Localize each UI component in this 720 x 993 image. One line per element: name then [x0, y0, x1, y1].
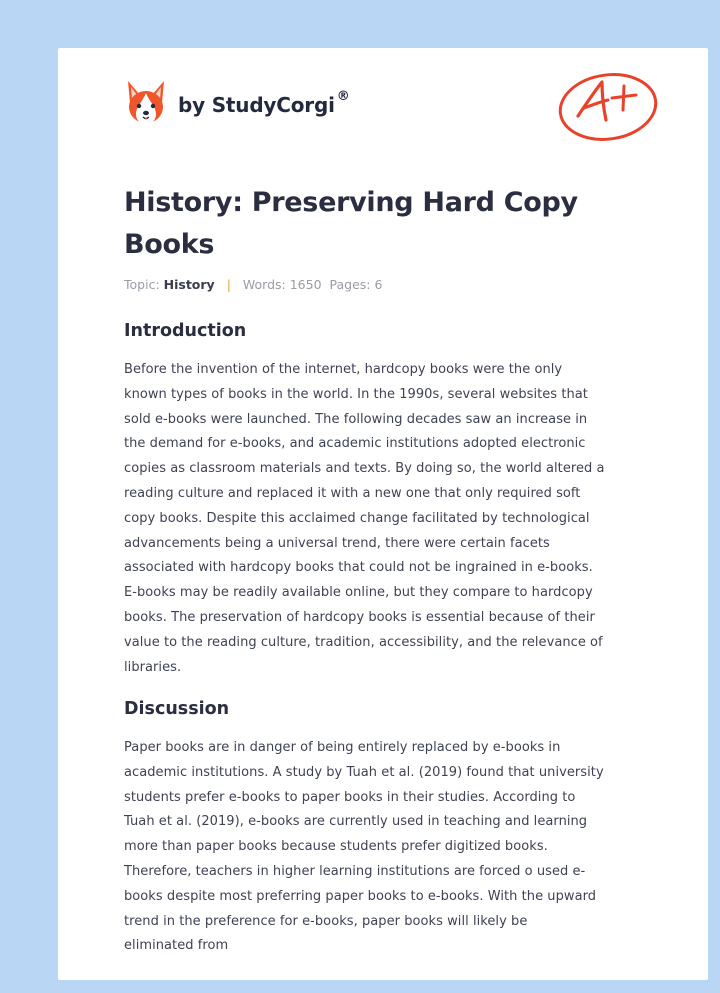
words-label: Words:: [242, 277, 286, 292]
text-line: eliminated from: [124, 938, 229, 954]
meta-separator: |: [226, 277, 231, 292]
discussion-paragraph: [124, 736, 654, 959]
pages-label: Pages:: [329, 277, 371, 292]
text-line: E-books may be readily available online, but they compare to hardcopy: [124, 585, 593, 601]
text-line: more than paper books because students prefer digitized books.: [124, 839, 548, 855]
text-line: books despite most preferring paper books to e-books. With the upward: [124, 888, 597, 904]
topic-label: Topic:: [124, 277, 160, 292]
text-line: libraries.: [124, 659, 182, 675]
brand-logo-link[interactable]: [124, 78, 350, 128]
registered-mark: ®: [336, 89, 350, 105]
words-count: 1650: [289, 277, 322, 292]
text-line: trend in the preference for e-books, paper books will likely be: [124, 913, 528, 929]
topic-link[interactable]: History: [163, 277, 215, 292]
text-line: reading culture and replaced it with a new one that only required soft: [124, 485, 581, 501]
text-line: students prefer e-books to paper books in their studies. According to: [124, 789, 576, 805]
text-line: Tuah et al. (2019), e-books are currently used in teaching and learning: [124, 814, 588, 830]
text-line: Therefore, teachers in higher learning institutions are forced o used e-: [124, 863, 586, 879]
pages-count: 6: [374, 277, 383, 292]
text-line: copy books. Despite this acclaimed change facilitated by technological: [124, 510, 590, 526]
text-line: books. The preservation of hardcopy books is essential because of their: [124, 609, 595, 625]
text-line: value to the reading culture, tradition, accessibility, and the relevance of: [124, 634, 603, 650]
text-line: known types of books in the world. In the 1990s, several websites that: [124, 386, 588, 402]
document-meta: [124, 277, 382, 292]
document-page: [58, 48, 708, 980]
text-line: associated with hardcopy books that could not be ingrained in e-books.: [124, 560, 593, 576]
grade-a-plus-icon: [550, 66, 668, 146]
text-line: the demand for e-books, and academic institutions adopted electronic: [124, 436, 586, 452]
text-line: Paper books are in danger of being entirely replaced by e-books in: [124, 740, 561, 755]
section-heading-discussion: Discussion: [124, 699, 230, 719]
text-line: sold e-books were launched. The following decades saw an increase in: [124, 411, 588, 427]
text-line: Before the invention of the internet, hardcopy books were the only: [124, 362, 563, 377]
section-heading-introduction: Introduction: [124, 321, 247, 341]
text-line: academic institutions. A study by Tuah et al. (2019) found that university: [124, 764, 604, 780]
brand-name: by StudyCorgi ®: [178, 89, 350, 117]
document-title: History: Preserving Hard Copy Books: [124, 187, 578, 260]
text-line: copies as classroom materials and texts. By doing so, the world altered a: [124, 461, 605, 477]
text-line: advancements being a universal trend, there were certain facets: [124, 535, 550, 551]
corgi-head-icon: [124, 79, 168, 127]
introduction-paragraph: [124, 358, 654, 680]
